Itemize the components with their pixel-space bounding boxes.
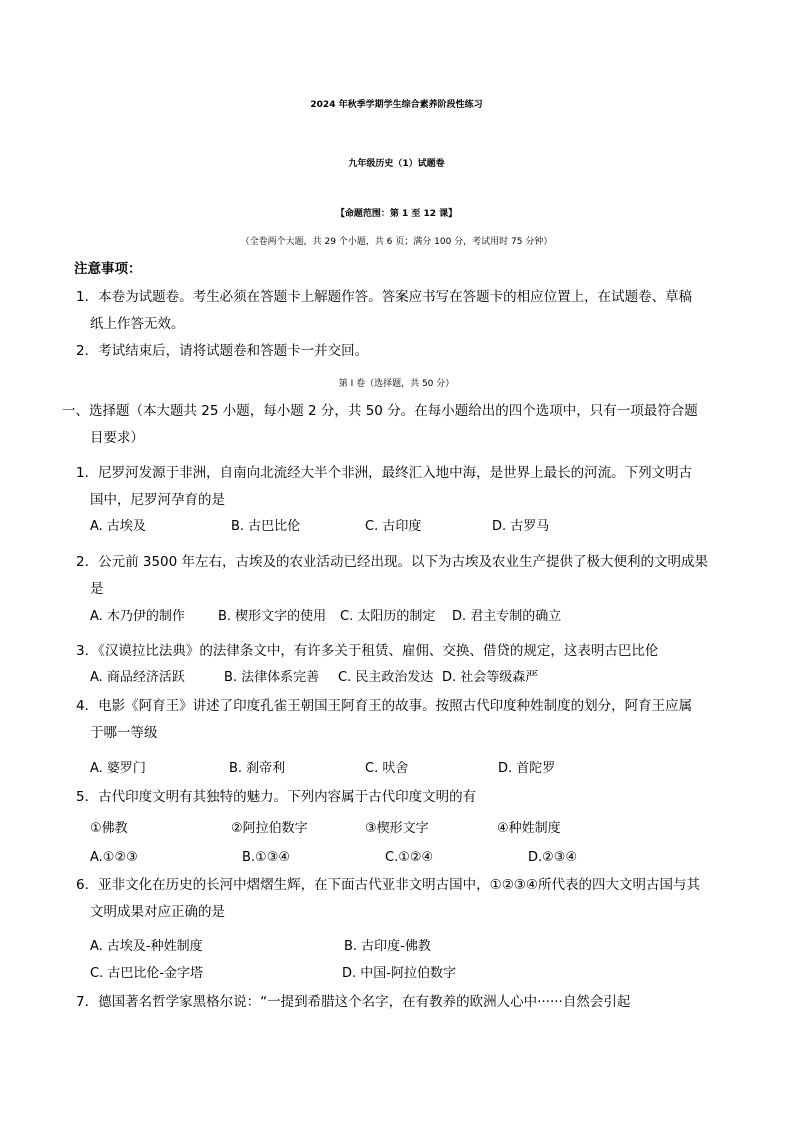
section-heading: 一、选择题（本大题共 25 小题，每小题 2 分，共 50 分。在每小题给出的四个选项中，只有一项最符合题 [62, 403, 698, 419]
exam-info: （全卷两个大题，共 29 个小题，共 6 页；满分 100 分，考试用时 75 分钟） [240, 237, 553, 247]
question-4-stem: 4．电影《阿育王》讲述了印度孔雀王朝国王阿育王的故事。按照古代印度种姓制度的划分，阿育王应属 [76, 698, 693, 714]
q6-option-a: A. 古埃及-种姓制度 [90, 939, 203, 954]
q5-option-d: D.②③④ [528, 850, 578, 865]
q6-option-b: B. 古印度-佛教 [344, 939, 431, 954]
q1-option-d: D. 古罗马 [492, 519, 550, 534]
section-heading-cont: 目要求） [90, 430, 144, 446]
question-4-stem-cont: 于哪一等级 [90, 725, 158, 741]
exam-scope: 【命题范围：第 1 至 12 课】 [335, 209, 458, 219]
q5-item-3: ③楔形文字 [365, 821, 429, 836]
exam-subtitle: 九年级历史（1）试题卷 [348, 159, 445, 169]
question-2-stem-cont: 是 [90, 581, 104, 597]
q3-option-d: D. 社会等级森严 [442, 670, 539, 685]
question-5-stem: 5．古代印度文明有其独特的魅力。下列内容属于古代印度文明的有 [76, 789, 477, 805]
q6-option-c: C. 古巴比伦-金字塔 [90, 966, 204, 981]
q4-option-a: A. 婆罗门 [90, 761, 146, 776]
q2-option-b: B. 楔形文字的使用 [218, 609, 327, 624]
notice-heading: 注意事项： [74, 261, 142, 277]
part1-title: 第 I 卷（选择题，共 50 分） [338, 379, 455, 389]
q2-option-d: D. 君主专制的确立 [452, 609, 562, 624]
question-6-stem-cont: 文明成果对应正确的是 [90, 904, 225, 920]
notice-item-1-cont: 纸上作答无效。 [90, 316, 185, 332]
q2-option-c: C. 太阳历的制定 [340, 609, 436, 624]
q5-item-2: ②阿拉伯数字 [231, 821, 308, 836]
q3-option-c: C. 民主政治发达 [338, 670, 434, 685]
q6-option-d: D. 中国-阿拉伯数字 [342, 966, 456, 981]
q4-option-d: D. 首陀罗 [498, 761, 556, 776]
q2-option-a: A. 木乃伊的制作 [90, 609, 185, 624]
exam-title: 2024 年秋季学期学生综合素养阶段性练习 [310, 100, 483, 110]
q5-option-a: A.①②③ [90, 850, 138, 865]
question-1-stem-cont: 国中，尼罗河孕育的是 [90, 492, 225, 508]
question-2-stem: 2．公元前 3500 年左右，古埃及的农业活动已经出现。以下为古埃及农业生产提供了极大便利的文明成果 [76, 554, 709, 570]
q1-option-c: C. 古印度 [365, 519, 422, 534]
q3-option-a: A. 商品经济活跃 [90, 670, 185, 685]
question-3-stem: 3．《汉谟拉比法典》的法律条文中，有许多关于租赁、雇佣、交换、借贷的规定，这表明古巴比伦 [76, 643, 659, 659]
q4-option-b: B. 刹帝利 [229, 761, 286, 776]
notice-item-1: 1．本卷为试题卷。考生必须在答题卡上解题作答。答案应书写在答题卡的相应位置上，在试题卷、草稿 [76, 289, 693, 305]
q1-option-b: B. 古巴比伦 [231, 519, 301, 534]
q5-option-c: C.①②④ [385, 850, 434, 865]
q4-option-c: C. 吠舍 [365, 761, 409, 776]
q5-item-1: ①佛教 [90, 821, 128, 836]
q5-item-4: ④种姓制度 [497, 821, 561, 836]
question-1-stem: 1．尼罗河发源于非洲，自南向北流经大半个非洲，最终汇入地中海，是世界上最长的河流。下列文明古 [76, 465, 693, 481]
question-6-stem: 6．亚非文化在历史的长河中熠熠生辉，在下面古代亚非文明古国中，①②③④所代表的四大文明古国与其 [76, 877, 700, 893]
notice-item-2: 2．考试结束后，请将试题卷和答题卡一并交回。 [76, 343, 369, 359]
question-7-stem: 7．德国著名哲学家黑格尔说：“一提到希腊这个名字，在有教养的欧洲人心中······自然会引起 [76, 994, 631, 1010]
q1-option-a: A. 古埃及 [90, 519, 146, 534]
q3-option-b: B. 法律体系完善 [224, 670, 320, 685]
q5-option-b: B.①③④ [242, 850, 291, 865]
